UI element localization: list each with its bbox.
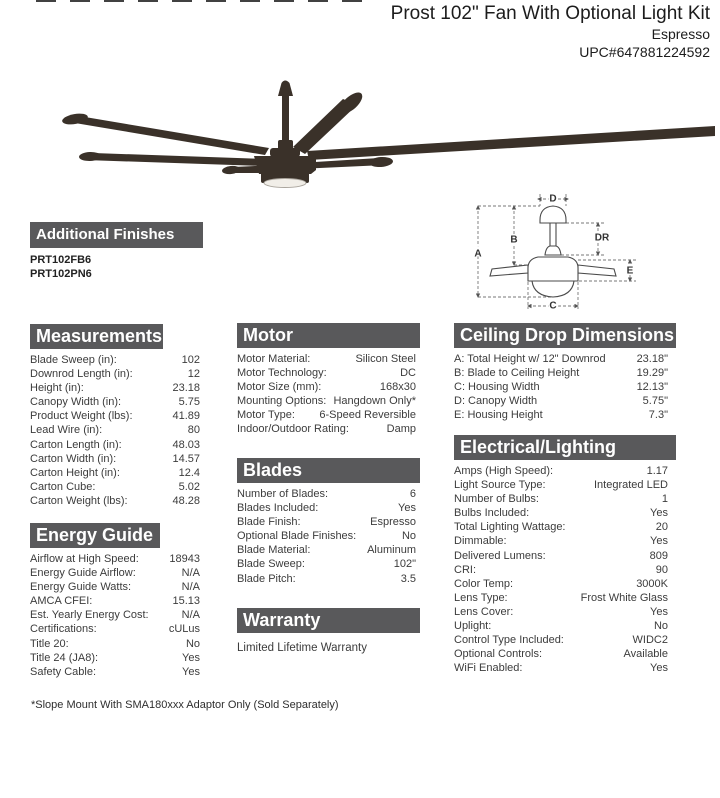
spec-label: Lens Cover:: [454, 605, 514, 618]
spec-value: 15.13: [172, 595, 200, 608]
diagram-label-e: E: [626, 265, 634, 277]
spec-row: [30, 381, 200, 395]
spec-value: 41.89: [172, 410, 200, 423]
spec-label: Carton Cube:: [30, 480, 96, 493]
diagram-label-b: B: [510, 234, 518, 246]
section-header-measurements: Measurements: [30, 324, 163, 349]
spec-value: cULus: [168, 623, 200, 636]
spec-label: Title 20:: [30, 637, 69, 650]
spec-label: Lens Type:: [454, 591, 508, 604]
spec-label: Est. Yearly Energy Cost:: [30, 609, 149, 622]
spec-value: 18943: [169, 553, 200, 565]
spec-row: [30, 494, 200, 508]
spec-value: N/A: [181, 581, 200, 594]
spec-label: Title 24 (JA8):: [30, 651, 99, 664]
spec-row: [454, 352, 668, 366]
warranty-text: Limited Lifetime Warranty: [237, 642, 367, 654]
spec-value: 7.3": [648, 409, 668, 422]
spec-row: [454, 534, 668, 548]
product-finish: Espresso: [651, 26, 710, 42]
spec-row: [30, 353, 200, 367]
spec-label: E: Housing Height: [454, 409, 543, 422]
spec-value: 48.28: [172, 494, 200, 507]
spec-value: 12.4: [178, 466, 200, 479]
spec-label: Light Source Type:: [454, 479, 546, 492]
spec-row: [30, 651, 200, 665]
spec-row: [237, 572, 416, 586]
spec-row: [30, 665, 200, 679]
spec-label: Motor Technology:: [237, 367, 327, 380]
spec-row: [30, 566, 200, 580]
spec-row: [30, 608, 200, 622]
blades-rows: [237, 487, 416, 586]
spec-value: Yes: [650, 507, 668, 520]
spec-label: Delivered Lumens:: [454, 549, 546, 562]
spec-row: [454, 478, 668, 492]
finish-list: [30, 253, 203, 281]
spec-value: Silicon Steel: [355, 353, 416, 365]
spec-row: [30, 594, 200, 608]
spec-row: [30, 480, 200, 494]
spec-label: Amps (High Speed):: [454, 465, 554, 477]
section-measurements: [30, 324, 200, 508]
spec-value: 3000K: [636, 577, 668, 590]
spec-value: 1: [661, 493, 668, 506]
spec-label: Energy Guide Watts:: [30, 581, 132, 594]
spec-label: Optional Blade Finishes:: [237, 530, 357, 543]
spec-value: 80: [187, 424, 200, 437]
spec-row: [237, 515, 416, 529]
spec-value: 1.17: [646, 465, 668, 477]
spec-row: [454, 520, 668, 534]
spec-label: Uplight:: [454, 620, 492, 633]
spec-value: Aluminum: [367, 544, 416, 557]
spec-row: [30, 452, 200, 466]
spec-value: 12.13": [636, 381, 668, 394]
spec-value: 102: [181, 354, 200, 366]
spec-value: 12: [187, 368, 200, 381]
spec-label: Number of Bulbs:: [454, 493, 539, 506]
spec-value: 3.5: [400, 572, 416, 585]
spec-label: Control Type Included:: [454, 634, 564, 647]
spec-label: Bulbs Included:: [454, 507, 530, 520]
spec-label: Blade Material:: [237, 544, 311, 557]
spec-value: DC: [400, 367, 416, 380]
spec-row: [454, 366, 668, 380]
section-header-warranty: Warranty: [237, 608, 420, 633]
electrical-rows: [454, 464, 668, 675]
spec-label: CRI:: [454, 563, 476, 576]
section-ceiling-drop-dimensions: [454, 323, 675, 422]
section-electrical-lighting: [454, 435, 668, 675]
spec-value: Hangdown Only*: [333, 395, 416, 408]
spec-row: [454, 619, 668, 633]
spec-label: Color Temp:: [454, 577, 514, 590]
spec-row: [30, 552, 200, 566]
spec-label: Motor Size (mm):: [237, 381, 322, 394]
spec-label: Indoor/Outdoor Rating:: [237, 423, 349, 436]
spec-label: Height (in):: [30, 382, 84, 395]
spec-row: [454, 506, 668, 520]
spec-label: Total Lighting Wattage:: [454, 521, 566, 534]
spec-row: [30, 367, 200, 381]
spec-row: [454, 661, 668, 675]
spec-value: 5.75: [178, 396, 200, 409]
spec-value: Espresso: [370, 516, 416, 529]
spec-row: [454, 464, 668, 478]
section-header-blades: Blades: [237, 458, 420, 483]
spec-label: Energy Guide Airflow:: [30, 567, 136, 580]
spec-label: Product Weight (lbs):: [30, 410, 133, 423]
spec-value: 5.02: [178, 480, 200, 493]
spec-row: [454, 492, 668, 506]
spec-row: [454, 408, 668, 422]
spec-value: Yes: [650, 535, 668, 548]
spec-row: [454, 563, 668, 577]
spec-label: WiFi Enabled:: [454, 662, 523, 675]
spec-value: Yes: [398, 502, 416, 515]
spec-value: 5.75": [642, 395, 668, 408]
section-warranty: [237, 608, 420, 654]
spec-label: AMCA CFEI:: [30, 595, 93, 608]
spec-row: [237, 408, 416, 422]
spec-value: N/A: [181, 609, 200, 622]
spec-row: [237, 380, 416, 394]
spec-value: Damp: [386, 423, 416, 436]
spec-row: [237, 557, 416, 571]
spec-value: Yes: [650, 662, 668, 675]
spec-row: [30, 466, 200, 480]
spec-value: No: [185, 637, 200, 650]
spec-label: Motor Type:: [237, 409, 295, 422]
spec-value: Available: [623, 648, 668, 661]
spec-row: [30, 409, 200, 423]
diagram-label-c: C: [549, 300, 557, 312]
spec-value: 14.57: [172, 452, 200, 465]
spec-row: [30, 637, 200, 651]
spec-label: A: Total Height w/ 12" Downrod: [454, 353, 606, 365]
spec-value: Yes: [182, 651, 200, 664]
spec-row: [237, 501, 416, 515]
product-upc: UPC#647881224592: [579, 44, 710, 60]
section-blades: [237, 458, 416, 586]
spec-label: Lead Wire (in):: [30, 424, 103, 437]
title-block: [391, 3, 710, 61]
spec-label: Blade Pitch:: [237, 572, 296, 585]
motor-rows: [237, 352, 416, 437]
section-additional-finishes: [30, 222, 203, 281]
spec-row: [454, 633, 668, 647]
finish-sku: PRT102FB6: [30, 254, 92, 266]
spec-value: No: [653, 620, 668, 633]
spec-label: D: Canopy Width: [454, 395, 538, 408]
spec-label: Blade Sweep (in):: [30, 354, 117, 366]
spec-row: [237, 394, 416, 408]
spec-value: No: [401, 530, 416, 543]
spec-value: Yes: [650, 605, 668, 618]
product-title: Prost 102" Fan With Optional Light Kit: [390, 3, 710, 24]
spec-value: 90: [655, 563, 668, 576]
cropped-logo-remnant: [36, 0, 366, 2]
spec-label: Downrod Length (in):: [30, 368, 133, 381]
spec-label: Dimmable:: [454, 535, 507, 548]
ceiling-drop-rows: [454, 352, 668, 422]
finish-sku: PRT102PN6: [30, 268, 92, 280]
spec-label: Blades Included:: [237, 502, 319, 515]
diagram-label-d: D: [549, 193, 557, 205]
diagram-label-a: A: [474, 248, 482, 260]
spec-row: [30, 622, 200, 636]
section-header-energy-guide: Energy Guide: [30, 523, 160, 548]
spec-value: WIDC2: [632, 634, 668, 647]
spec-row: [454, 380, 668, 394]
section-header-additional-finishes: Additional Finishes: [30, 222, 203, 248]
spec-row: [454, 577, 668, 591]
section-header-motor: Motor: [237, 323, 420, 348]
spec-row: [237, 487, 416, 501]
spec-label: Airflow at High Speed:: [30, 553, 139, 565]
spec-row: [237, 543, 416, 557]
spec-label: Certifications:: [30, 623, 97, 636]
section-header-ceiling-drop: Ceiling Drop Dimensions: [454, 323, 676, 348]
spec-label: Mounting Options:: [237, 395, 327, 408]
footnote: *Slope Mount With SMA180xxx Adaptor Only (Sold Separately): [31, 699, 339, 711]
spec-row: [454, 394, 668, 408]
spec-value: Integrated LED: [594, 479, 668, 492]
spec-row: [30, 423, 200, 437]
energy-guide-rows: [30, 552, 200, 679]
spec-value: 23.18": [636, 353, 668, 365]
section-header-electrical: Electrical/Lighting: [454, 435, 676, 460]
spec-row: [237, 422, 416, 436]
spec-value: 23.18: [172, 382, 200, 395]
spec-label: Canopy Width (in):: [30, 396, 122, 409]
spec-row: [454, 591, 668, 605]
section-motor: [237, 323, 416, 437]
spec-row: [454, 549, 668, 563]
spec-value: 168x30: [379, 381, 416, 394]
spec-value: 102": [393, 558, 416, 571]
spec-label: Number of Blades:: [237, 488, 329, 500]
spec-label: B: Blade to Ceiling Height: [454, 367, 580, 380]
spec-label: Carton Width (in):: [30, 452, 117, 465]
spec-value: Yes: [182, 665, 200, 678]
spec-label: Blade Finish:: [237, 516, 301, 529]
spec-value: N/A: [181, 567, 200, 580]
spec-row: [454, 647, 668, 661]
diagram-label-dr: DR: [594, 232, 610, 244]
spec-label: C: Housing Width: [454, 381, 540, 394]
spec-label: Carton Length (in):: [30, 438, 122, 451]
spec-label: Blade Sweep:: [237, 558, 305, 571]
spec-row: [30, 438, 200, 452]
spec-value: 20: [655, 521, 668, 534]
spec-value: 6-Speed Reversible: [319, 409, 416, 422]
spec-label: Carton Weight (lbs):: [30, 494, 128, 507]
spec-label: Optional Controls:: [454, 648, 543, 661]
spec-row: [30, 580, 200, 594]
spec-label: Carton Height (in):: [30, 466, 120, 479]
spec-value: Frost White Glass: [580, 591, 668, 604]
spec-value: 809: [649, 549, 668, 562]
ceiling-drop-diagram: [452, 180, 714, 312]
spec-value: 19.29": [636, 367, 668, 380]
spec-row: [454, 605, 668, 619]
measurements-rows: [30, 353, 200, 508]
spec-row: [30, 395, 200, 409]
section-energy-guide: [30, 523, 200, 679]
spec-value: 48.03: [172, 438, 200, 451]
spec-label: Safety Cable:: [30, 665, 97, 678]
spec-value: 6: [409, 488, 416, 500]
spec-row: [237, 529, 416, 543]
spec-row: [237, 366, 416, 380]
spec-label: Motor Material:: [237, 353, 311, 365]
spec-row: [237, 352, 416, 366]
